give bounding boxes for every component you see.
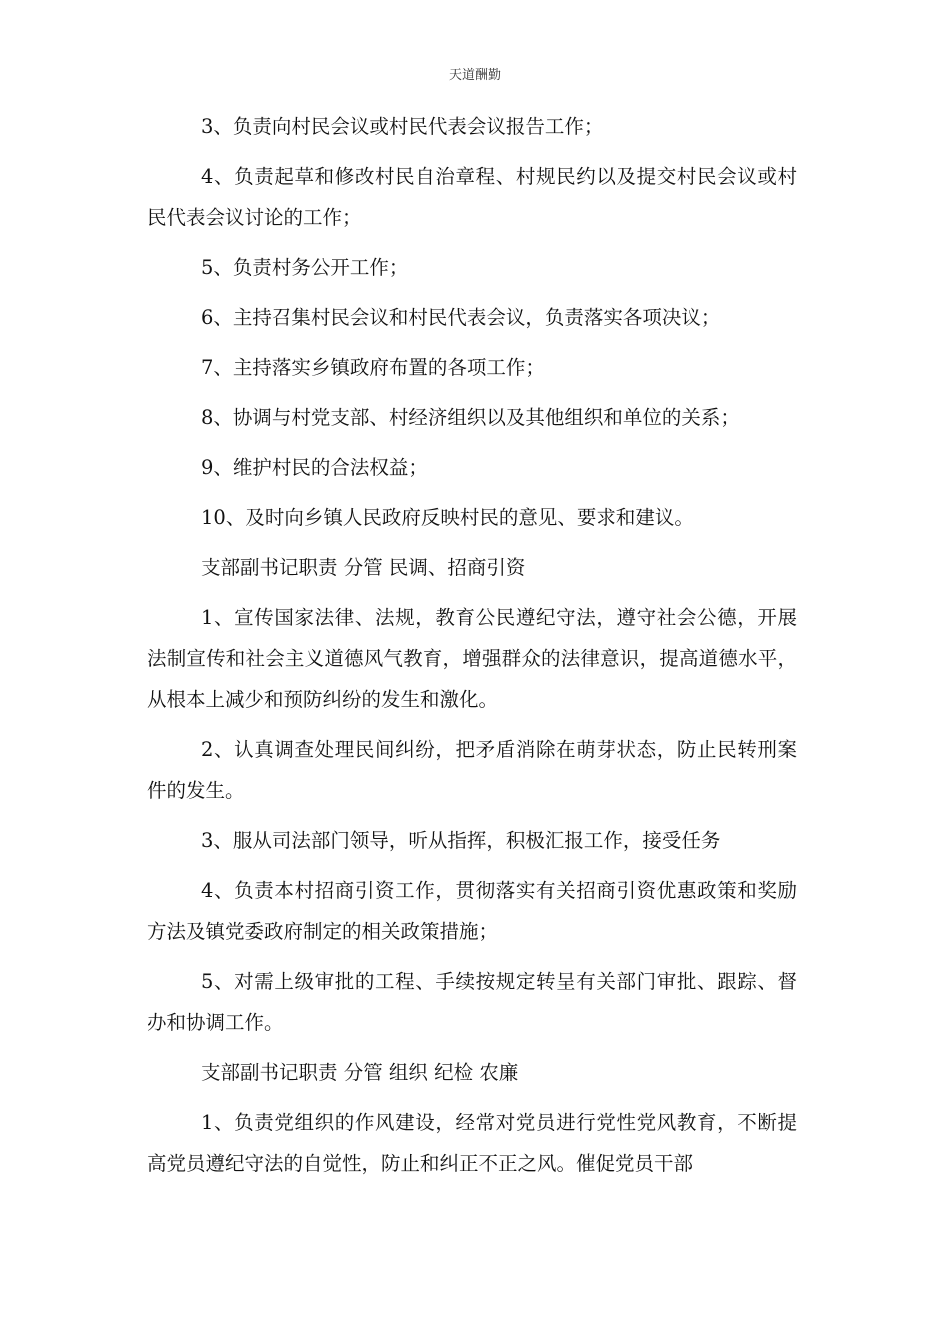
- paragraph-duty-5: 5、负责村务公开工作；: [201, 256, 409, 279]
- paragraph-mediation-2: 2、认真调查处理民间纠纷，把矛盾消除在萌芽状态，防止民转刑案件的发生。: [147, 738, 797, 802]
- paragraph-duty-3: 3、负责向村民会议或村民代表会议报告工作；: [201, 115, 604, 138]
- paragraph-duty-7: 7、主持落实乡镇政府布置的各项工作；: [201, 356, 545, 379]
- paragraph-mediation-3: 3、服从司法部门领导，听从指挥，积极汇报工作，接受任务: [201, 829, 721, 852]
- paragraph-mediation-4: 4、负责本村招商引资工作，贯彻落实有关招商引资优惠政策和奖励方法及镇党委政府制定的相关政策措施；: [147, 879, 797, 943]
- paragraph-duty-9: 9、维护村民的合法权益；: [201, 456, 428, 479]
- paragraph-mediation-5: 5、对需上级审批的工程、手续按规定转呈有关部门审批、跟踪、督办和协调工作。: [147, 970, 797, 1034]
- paragraph-mediation-1: 1、宣传国家法律、法规，教育公民遵纪守法，遵守社会公德，开展法制宣传和社会主义道德风气教育，增强群众的法律意识，提高道德水平，从根本上减少和预防纠纷的发生和激化。: [147, 606, 797, 711]
- paragraph-organization-1: 1、负责党组织的作风建设，经常对党员进行党性党风教育，不断提高党员遵纪守法的自觉性，防止和纠正不正之风。催促党员干部: [147, 1111, 797, 1175]
- paragraph-duty-10: 10、及时向乡镇人民政府反映村民的意见、要求和建议。: [201, 506, 694, 529]
- paragraph-duty-6: 6、主持召集村民会议和村民代表会议，负责落实各项决议；: [201, 306, 721, 329]
- paragraph-duty-8: 8、协调与村党支部、村经济组织以及其他组织和单位的关系；: [201, 406, 740, 429]
- paragraph-duty-4: 4、负责起草和修改村民自治章程、村规民约以及提交村民会议或村民代表会议讨论的工作；: [147, 165, 797, 229]
- section-heading-organization: 支部副书记职责 分管 组织 纪检 农廉: [201, 1061, 519, 1084]
- page-header: 天道酬勤: [448, 68, 501, 83]
- section-heading-mediation: 支部副书记职责 分管 民调、招商引资: [201, 556, 526, 579]
- document-body: [147, 106, 797, 1193]
